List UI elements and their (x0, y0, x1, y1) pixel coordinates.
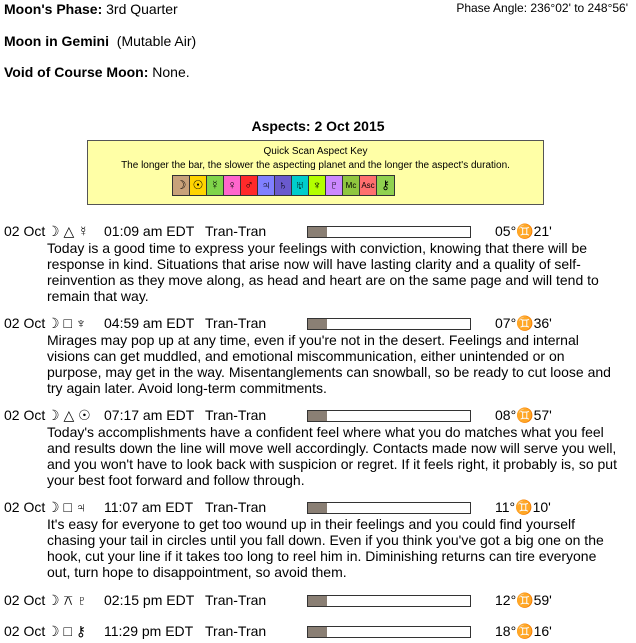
moon-sign-value: (Mutable Air) (116, 33, 197, 49)
aspect-date: 02 Oct (4, 623, 46, 639)
duration-bar (307, 502, 471, 514)
aspect-time: 02:15 pm EDT (104, 592, 195, 608)
duration-bar-fill (308, 411, 327, 421)
aspect-description: Today's accomplishments have a confident feel where what you do matches what you feel and results down the line will move well accordingly. Contacts made now will serve you well, and you won't have to look back with suspicion or regret. If it feels right, it probably is, so put your best foot forward and follow through. (47, 424, 617, 488)
aspect-glyphs: ☽ □ ♆ (47, 315, 87, 331)
key-chip-7: ♅ (292, 176, 309, 195)
aspect-position: 12°♊59' (495, 592, 552, 608)
aspect-time: 07:17 am EDT (104, 407, 195, 423)
phase-angle (456, 1, 628, 15)
aspect-date: 02 Oct (4, 407, 46, 423)
key-chip-6: ♄ (275, 176, 292, 195)
key-title: Quick Scan Aspect Key (263, 146, 368, 157)
void-of-course-line (4, 64, 190, 80)
moon-sign-line (4, 33, 196, 49)
phase-angle-label: Phase Angle: (456, 1, 528, 15)
key-chip-8: ♆ (309, 176, 326, 195)
aspect-description: It's easy for everyone to get too wound up in their feelings and you could find yourself chasing your tail in circles until you fall down. Even if you think you've got a big one on the hook, cut your line if it takes too long to reel him in. Diminishing returns can tire everyone out, turn hope to disappointment, so avoid them. (47, 516, 604, 580)
aspects-title: Aspects: 2 Oct 2015 (251, 118, 385, 134)
aspect-time: 11:07 am EDT (104, 499, 194, 515)
aspect-date: 02 Oct (4, 315, 46, 331)
key-chip-4: ♂ (241, 176, 258, 195)
key-chip-3: ♀ (224, 176, 241, 195)
moon-phase-value: 3rd Quarter (106, 1, 178, 17)
duration-bar (307, 626, 471, 638)
duration-bar-fill (308, 503, 327, 513)
aspect-description: Today is a good time to express your feelings with conviction, knowing that there will be response in kind. Situations that arise now will have lasting clarity and a quality of self-reinvention as they move along, as head and heart are on the same page and will tend to remain that way. (47, 240, 599, 304)
void-of-course-label: Void of Course Moon: (4, 64, 149, 80)
key-subtitle: The longer the bar, the slower the aspecting planet and the longer the aspect's duration. (121, 160, 510, 171)
aspect-glyphs: ☽ △ ☿ (47, 223, 89, 239)
key-chip-1: ☉ (190, 176, 207, 195)
aspect-position: 11°♊10' (495, 499, 551, 515)
key-chip-12: ⚷ (377, 176, 394, 195)
duration-bar (307, 226, 471, 238)
duration-bar (307, 595, 471, 607)
duration-bar (307, 410, 471, 422)
moon-phase-label: Moon's Phase: (4, 1, 103, 17)
phase-angle-value: 236°02' to 248°56' (530, 1, 628, 15)
aspect-type: Tran-Tran (205, 223, 267, 239)
void-of-course-value: None. (152, 64, 190, 80)
key-chip-2: ☿ (207, 176, 224, 195)
aspect-date: 02 Oct (4, 223, 46, 239)
aspect-glyphs: ☽ □ ♃ (47, 499, 87, 515)
aspect-date: 02 Oct (4, 499, 46, 515)
aspect-position: 18°♊16' (495, 623, 552, 639)
aspect-glyphs: ☽ △ ☉ (47, 407, 91, 423)
key-chip-10: Mc (343, 176, 360, 195)
key-chip-9: ♇ (326, 176, 343, 195)
key-chip-row (172, 175, 395, 196)
aspect-position: 05°♊21' (495, 223, 552, 239)
moon-sign-label: Moon in Gemini (4, 33, 109, 49)
aspect-glyphs: ☽ ⚻ ♇ (47, 592, 88, 608)
aspect-position: 08°♊57' (495, 407, 552, 423)
duration-bar-fill (308, 596, 327, 606)
key-chip-11: Asc (360, 176, 377, 195)
aspect-date: 02 Oct (4, 592, 46, 608)
key-chip-0: ☽ (173, 176, 190, 195)
aspect-type: Tran-Tran (205, 315, 267, 331)
aspect-description: Mirages may pop up at any time, even if you're not in the desert. Feelings and internal visions can get muddled, and emotional miscommunication, either unintended or on purpose, may get in the way. Misentanglements can snowball, so be ready to cut loose and try again later. Avoid long-term commitments. (47, 332, 611, 396)
aspect-time: 01:09 am EDT (104, 223, 195, 239)
key-chip-5: ♃ (258, 176, 275, 195)
moon-phase-line (4, 1, 178, 17)
aspect-time: 11:29 pm EDT (104, 623, 194, 639)
aspect-type: Tran-Tran (205, 623, 267, 639)
duration-bar-fill (308, 227, 327, 237)
aspect-type: Tran-Tran (205, 592, 267, 608)
aspect-position: 07°♊36' (495, 315, 552, 331)
aspect-type: Tran-Tran (205, 407, 267, 423)
quick-scan-key (87, 140, 544, 205)
aspect-type: Tran-Tran (205, 499, 267, 515)
aspect-glyphs: ☽ □ ⚷ (47, 623, 87, 639)
aspect-time: 04:59 am EDT (104, 315, 195, 331)
duration-bar-fill (308, 319, 327, 329)
duration-bar (307, 318, 471, 330)
duration-bar-fill (308, 627, 327, 637)
